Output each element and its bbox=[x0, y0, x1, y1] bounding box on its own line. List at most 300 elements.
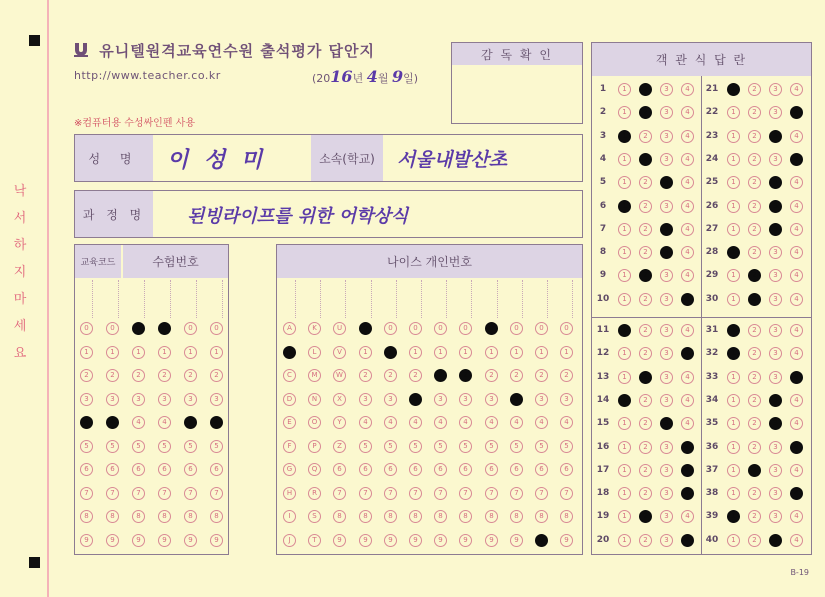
course-code-bubble[interactable]: 6 bbox=[106, 463, 119, 476]
exam-number-bubble[interactable]: 0 bbox=[132, 322, 145, 335]
answer-bubble[interactable]: 3 bbox=[660, 324, 673, 337]
answer-bubble[interactable]: 4 bbox=[790, 153, 803, 166]
nice-number-bubble[interactable]: 1 bbox=[359, 346, 372, 359]
answer-bubble[interactable]: 1 bbox=[727, 324, 740, 337]
course-code-bubble[interactable]: 8 bbox=[80, 510, 93, 523]
nice-number-bubble[interactable]: 8 bbox=[485, 510, 498, 523]
exam-number-bubble[interactable]: 0 bbox=[184, 322, 197, 335]
nice-number-bubble[interactable]: 6 bbox=[510, 463, 523, 476]
answer-bubble[interactable]: 1 bbox=[727, 83, 740, 96]
answer-bubble[interactable]: 1 bbox=[727, 371, 740, 384]
nice-number-bubble[interactable]: E bbox=[283, 416, 296, 429]
nice-number-bubble[interactable]: 7 bbox=[510, 487, 523, 500]
answer-bubble[interactable]: 1 bbox=[618, 394, 631, 407]
nice-number-bubble[interactable]: Q bbox=[308, 463, 321, 476]
answer-bubble[interactable]: 3 bbox=[660, 371, 673, 384]
answer-bubble[interactable]: 2 bbox=[748, 534, 761, 547]
nice-number-bubble[interactable]: S bbox=[308, 510, 321, 523]
answer-bubble[interactable]: 1 bbox=[618, 417, 631, 430]
course-code-bubble[interactable]: 4 bbox=[80, 416, 93, 429]
exam-number-bubble[interactable]: 5 bbox=[184, 440, 197, 453]
answer-bubble[interactable]: 1 bbox=[727, 464, 740, 477]
nice-number-bubble[interactable]: 5 bbox=[409, 440, 422, 453]
answer-bubble[interactable]: 4 bbox=[790, 269, 803, 282]
exam-number-bubble[interactable]: 1 bbox=[210, 346, 223, 359]
nice-number-bubble[interactable]: W bbox=[333, 369, 346, 382]
answer-bubble[interactable]: 2 bbox=[748, 176, 761, 189]
nice-number-bubble[interactable]: 2 bbox=[510, 369, 523, 382]
answer-bubble[interactable]: 4 bbox=[681, 223, 694, 236]
answer-bubble[interactable]: 4 bbox=[681, 106, 694, 119]
course-code-bubble[interactable]: 1 bbox=[106, 346, 119, 359]
nice-number-bubble[interactable]: 7 bbox=[459, 487, 472, 500]
course-code-bubble[interactable]: 3 bbox=[80, 393, 93, 406]
answer-bubble[interactable]: 4 bbox=[790, 130, 803, 143]
answer-bubble[interactable]: 3 bbox=[769, 130, 782, 143]
nice-number-bubble[interactable]: P bbox=[308, 440, 321, 453]
course-value[interactable]: 된빙라이프를 위한 어학상식 bbox=[187, 206, 409, 227]
answer-bubble[interactable]: 4 bbox=[790, 510, 803, 523]
answer-bubble[interactable]: 4 bbox=[790, 83, 803, 96]
nice-number-bubble[interactable]: 8 bbox=[459, 510, 472, 523]
exam-number-bubble[interactable]: 8 bbox=[210, 510, 223, 523]
answer-bubble[interactable]: 3 bbox=[660, 269, 673, 282]
nice-number-bubble[interactable]: 1 bbox=[384, 346, 397, 359]
answer-bubble[interactable]: 4 bbox=[790, 487, 803, 500]
exam-number-bubble[interactable]: 2 bbox=[184, 369, 197, 382]
answer-bubble[interactable]: 4 bbox=[681, 246, 694, 259]
nice-number-bubble[interactable]: 7 bbox=[384, 487, 397, 500]
exam-number-bubble[interactable]: 5 bbox=[158, 440, 171, 453]
nice-number-bubble[interactable]: B bbox=[283, 346, 296, 359]
answer-bubble[interactable]: 2 bbox=[639, 223, 652, 236]
answer-bubble[interactable]: 2 bbox=[639, 246, 652, 259]
nice-number-bubble[interactable]: 4 bbox=[485, 416, 498, 429]
answer-bubble[interactable]: 4 bbox=[790, 394, 803, 407]
nice-number-bubble[interactable]: 3 bbox=[560, 393, 573, 406]
nice-number-bubble[interactable]: 0 bbox=[359, 322, 372, 335]
answer-bubble[interactable]: 1 bbox=[618, 293, 631, 306]
nice-number-bubble[interactable]: J bbox=[283, 534, 296, 547]
nice-number-bubble[interactable]: C bbox=[283, 369, 296, 382]
nice-number-bubble[interactable]: 8 bbox=[384, 510, 397, 523]
answer-bubble[interactable]: 2 bbox=[748, 106, 761, 119]
answer-bubble[interactable]: 4 bbox=[681, 394, 694, 407]
nice-number-bubble[interactable]: 6 bbox=[485, 463, 498, 476]
nice-number-bubble[interactable]: 9 bbox=[485, 534, 498, 547]
answer-bubble[interactable]: 3 bbox=[660, 293, 673, 306]
nice-number-bubble[interactable]: 5 bbox=[359, 440, 372, 453]
answer-bubble[interactable]: 2 bbox=[639, 106, 652, 119]
answer-bubble[interactable]: 3 bbox=[660, 83, 673, 96]
answer-bubble[interactable]: 1 bbox=[618, 130, 631, 143]
course-code-bubble[interactable]: 4 bbox=[106, 416, 119, 429]
nice-number-bubble[interactable]: F bbox=[283, 440, 296, 453]
answer-bubble[interactable]: 1 bbox=[727, 200, 740, 213]
answer-bubble[interactable]: 3 bbox=[769, 324, 782, 337]
nice-number-bubble[interactable]: 1 bbox=[434, 346, 447, 359]
exam-number-bubble[interactable]: 4 bbox=[184, 416, 197, 429]
nice-number-bubble[interactable]: 0 bbox=[510, 322, 523, 335]
nice-number-bubble[interactable]: 4 bbox=[409, 416, 422, 429]
nice-number-bubble[interactable]: 8 bbox=[434, 510, 447, 523]
nice-number-bubble[interactable]: 5 bbox=[384, 440, 397, 453]
answer-bubble[interactable]: 2 bbox=[748, 130, 761, 143]
nice-number-bubble[interactable]: 7 bbox=[333, 487, 346, 500]
answer-bubble[interactable]: 1 bbox=[727, 246, 740, 259]
nice-number-bubble[interactable]: 5 bbox=[459, 440, 472, 453]
nice-number-bubble[interactable]: 0 bbox=[384, 322, 397, 335]
course-code-bubble[interactable]: 5 bbox=[106, 440, 119, 453]
answer-bubble[interactable]: 3 bbox=[660, 347, 673, 360]
answer-bubble[interactable]: 3 bbox=[660, 394, 673, 407]
nice-number-bubble[interactable]: 9 bbox=[535, 534, 548, 547]
course-code-bubble[interactable]: 3 bbox=[106, 393, 119, 406]
exam-number-bubble[interactable]: 6 bbox=[184, 463, 197, 476]
exam-number-bubble[interactable]: 9 bbox=[210, 534, 223, 547]
exam-number-bubble[interactable]: 8 bbox=[158, 510, 171, 523]
answer-bubble[interactable]: 3 bbox=[769, 487, 782, 500]
answer-bubble[interactable]: 1 bbox=[618, 83, 631, 96]
answer-bubble[interactable]: 4 bbox=[790, 441, 803, 454]
answer-bubble[interactable]: 1 bbox=[727, 394, 740, 407]
answer-bubble[interactable]: 2 bbox=[748, 293, 761, 306]
nice-number-bubble[interactable]: 0 bbox=[535, 322, 548, 335]
answer-bubble[interactable]: 1 bbox=[618, 510, 631, 523]
nice-number-bubble[interactable]: 0 bbox=[434, 322, 447, 335]
answer-bubble[interactable]: 2 bbox=[639, 269, 652, 282]
exam-number-bubble[interactable]: 2 bbox=[158, 369, 171, 382]
nice-number-bubble[interactable]: T bbox=[308, 534, 321, 547]
answer-bubble[interactable]: 4 bbox=[790, 246, 803, 259]
answer-bubble[interactable]: 2 bbox=[748, 487, 761, 500]
answer-bubble[interactable]: 2 bbox=[748, 153, 761, 166]
nice-number-bubble[interactable]: 6 bbox=[409, 463, 422, 476]
exam-number-bubble[interactable]: 7 bbox=[210, 487, 223, 500]
nice-number-bubble[interactable]: M bbox=[308, 369, 321, 382]
course-code-bubble[interactable]: 7 bbox=[106, 487, 119, 500]
answer-bubble[interactable]: 4 bbox=[681, 324, 694, 337]
nice-number-bubble[interactable]: 3 bbox=[485, 393, 498, 406]
exam-number-bubble[interactable]: 4 bbox=[132, 416, 145, 429]
course-code-bubble[interactable]: 5 bbox=[80, 440, 93, 453]
nice-number-bubble[interactable]: 8 bbox=[535, 510, 548, 523]
nice-number-bubble[interactable]: 5 bbox=[510, 440, 523, 453]
answer-bubble[interactable]: 3 bbox=[769, 246, 782, 259]
answer-bubble[interactable]: 3 bbox=[769, 347, 782, 360]
answer-bubble[interactable]: 3 bbox=[769, 176, 782, 189]
exam-number-bubble[interactable]: 2 bbox=[210, 369, 223, 382]
answer-bubble[interactable]: 1 bbox=[618, 324, 631, 337]
nice-number-bubble[interactable]: 5 bbox=[485, 440, 498, 453]
nice-number-bubble[interactable]: 9 bbox=[459, 534, 472, 547]
nice-number-bubble[interactable]: 6 bbox=[560, 463, 573, 476]
nice-number-bubble[interactable]: 7 bbox=[434, 487, 447, 500]
answer-bubble[interactable]: 2 bbox=[748, 200, 761, 213]
nice-number-bubble[interactable]: 4 bbox=[434, 416, 447, 429]
answer-bubble[interactable]: 1 bbox=[727, 176, 740, 189]
answer-bubble[interactable]: 3 bbox=[769, 510, 782, 523]
answer-bubble[interactable]: 1 bbox=[727, 269, 740, 282]
answer-bubble[interactable]: 4 bbox=[790, 371, 803, 384]
nice-number-bubble[interactable]: 6 bbox=[535, 463, 548, 476]
answer-bubble[interactable]: 1 bbox=[618, 200, 631, 213]
answer-bubble[interactable]: 1 bbox=[618, 487, 631, 500]
nice-number-bubble[interactable]: 4 bbox=[384, 416, 397, 429]
nice-number-bubble[interactable]: V bbox=[333, 346, 346, 359]
answer-bubble[interactable]: 3 bbox=[769, 293, 782, 306]
exam-number-bubble[interactable]: 1 bbox=[158, 346, 171, 359]
answer-bubble[interactable]: 4 bbox=[790, 324, 803, 337]
nice-number-bubble[interactable]: 4 bbox=[560, 416, 573, 429]
answer-bubble[interactable]: 2 bbox=[639, 394, 652, 407]
nice-number-bubble[interactable]: Z bbox=[333, 440, 346, 453]
answer-bubble[interactable]: 1 bbox=[727, 417, 740, 430]
nice-number-bubble[interactable]: 6 bbox=[459, 463, 472, 476]
exam-number-bubble[interactable]: 6 bbox=[210, 463, 223, 476]
answer-bubble[interactable]: 1 bbox=[618, 153, 631, 166]
answer-bubble[interactable]: 2 bbox=[748, 246, 761, 259]
answer-bubble[interactable]: 2 bbox=[639, 153, 652, 166]
exam-number-bubble[interactable]: 0 bbox=[158, 322, 171, 335]
answer-bubble[interactable]: 3 bbox=[769, 534, 782, 547]
nice-number-bubble[interactable]: 1 bbox=[560, 346, 573, 359]
nice-number-bubble[interactable]: 3 bbox=[359, 393, 372, 406]
answer-bubble[interactable]: 2 bbox=[748, 417, 761, 430]
answer-bubble[interactable]: 4 bbox=[681, 293, 694, 306]
answer-bubble[interactable]: 2 bbox=[748, 371, 761, 384]
exam-number-bubble[interactable]: 3 bbox=[158, 393, 171, 406]
nice-number-bubble[interactable]: 0 bbox=[485, 322, 498, 335]
nice-number-bubble[interactable]: 0 bbox=[560, 322, 573, 335]
answer-bubble[interactable]: 4 bbox=[681, 371, 694, 384]
answer-bubble[interactable]: 3 bbox=[769, 441, 782, 454]
course-code-bubble[interactable]: 2 bbox=[80, 369, 93, 382]
answer-bubble[interactable]: 2 bbox=[748, 347, 761, 360]
answer-bubble[interactable]: 3 bbox=[660, 223, 673, 236]
answer-bubble[interactable]: 2 bbox=[639, 83, 652, 96]
nice-number-bubble[interactable]: 3 bbox=[434, 393, 447, 406]
nice-number-bubble[interactable]: 6 bbox=[384, 463, 397, 476]
exam-number-bubble[interactable]: 8 bbox=[184, 510, 197, 523]
answer-bubble[interactable]: 2 bbox=[639, 130, 652, 143]
course-code-bubble[interactable]: 2 bbox=[106, 369, 119, 382]
answer-bubble[interactable]: 3 bbox=[660, 487, 673, 500]
answer-bubble[interactable]: 4 bbox=[790, 176, 803, 189]
answer-bubble[interactable]: 1 bbox=[727, 130, 740, 143]
nice-number-bubble[interactable]: 2 bbox=[459, 369, 472, 382]
school-value[interactable]: 서울내발산초 bbox=[397, 149, 508, 171]
answer-bubble[interactable]: 2 bbox=[639, 293, 652, 306]
answer-bubble[interactable]: 4 bbox=[681, 130, 694, 143]
answer-bubble[interactable]: 1 bbox=[727, 487, 740, 500]
nice-number-bubble[interactable]: 3 bbox=[535, 393, 548, 406]
nice-number-bubble[interactable]: X bbox=[333, 393, 346, 406]
nice-number-bubble[interactable]: 4 bbox=[459, 416, 472, 429]
exam-number-bubble[interactable]: 7 bbox=[132, 487, 145, 500]
nice-number-bubble[interactable]: 7 bbox=[409, 487, 422, 500]
exam-number-bubble[interactable]: 5 bbox=[132, 440, 145, 453]
nice-number-bubble[interactable]: I bbox=[283, 510, 296, 523]
answer-bubble[interactable]: 4 bbox=[681, 269, 694, 282]
answer-bubble[interactable]: 4 bbox=[681, 534, 694, 547]
answer-bubble[interactable]: 1 bbox=[727, 510, 740, 523]
answer-bubble[interactable]: 4 bbox=[681, 83, 694, 96]
answer-bubble[interactable]: 4 bbox=[790, 293, 803, 306]
answer-bubble[interactable]: 3 bbox=[769, 223, 782, 236]
exam-number-bubble[interactable]: 3 bbox=[210, 393, 223, 406]
nice-number-bubble[interactable]: 9 bbox=[409, 534, 422, 547]
nice-number-bubble[interactable]: 2 bbox=[359, 369, 372, 382]
answer-bubble[interactable]: 2 bbox=[748, 464, 761, 477]
answer-bubble[interactable]: 4 bbox=[681, 510, 694, 523]
exam-number-bubble[interactable]: 4 bbox=[158, 416, 171, 429]
answer-bubble[interactable]: 2 bbox=[748, 394, 761, 407]
nice-number-bubble[interactable]: 4 bbox=[535, 416, 548, 429]
answer-bubble[interactable]: 4 bbox=[681, 441, 694, 454]
answer-bubble[interactable]: 2 bbox=[748, 324, 761, 337]
nice-number-bubble[interactable]: 3 bbox=[384, 393, 397, 406]
answer-bubble[interactable]: 1 bbox=[618, 176, 631, 189]
nice-number-bubble[interactable]: 6 bbox=[333, 463, 346, 476]
answer-bubble[interactable]: 3 bbox=[769, 269, 782, 282]
nice-number-bubble[interactable]: H bbox=[283, 487, 296, 500]
nice-number-bubble[interactable]: 9 bbox=[333, 534, 346, 547]
exam-number-bubble[interactable]: 4 bbox=[210, 416, 223, 429]
nice-number-bubble[interactable]: 4 bbox=[510, 416, 523, 429]
answer-bubble[interactable]: 3 bbox=[660, 464, 673, 477]
nice-number-bubble[interactable]: D bbox=[283, 393, 296, 406]
answer-bubble[interactable]: 4 bbox=[790, 106, 803, 119]
answer-bubble[interactable]: 2 bbox=[639, 200, 652, 213]
nice-number-bubble[interactable]: 9 bbox=[359, 534, 372, 547]
exam-number-bubble[interactable]: 1 bbox=[184, 346, 197, 359]
answer-bubble[interactable]: 2 bbox=[748, 510, 761, 523]
nice-number-bubble[interactable]: 2 bbox=[434, 369, 447, 382]
answer-bubble[interactable]: 1 bbox=[618, 246, 631, 259]
answer-bubble[interactable]: 4 bbox=[790, 200, 803, 213]
answer-bubble[interactable]: 3 bbox=[660, 153, 673, 166]
course-code-bubble[interactable]: 1 bbox=[80, 346, 93, 359]
answer-bubble[interactable]: 4 bbox=[681, 176, 694, 189]
answer-bubble[interactable]: 2 bbox=[639, 510, 652, 523]
answer-bubble[interactable]: 1 bbox=[727, 153, 740, 166]
answer-bubble[interactable]: 4 bbox=[681, 153, 694, 166]
answer-bubble[interactable]: 3 bbox=[660, 417, 673, 430]
name-value[interactable]: 이 성 미 bbox=[167, 147, 267, 173]
nice-number-bubble[interactable]: 2 bbox=[560, 369, 573, 382]
nice-number-bubble[interactable]: 8 bbox=[409, 510, 422, 523]
answer-bubble[interactable]: 2 bbox=[748, 223, 761, 236]
nice-number-bubble[interactable]: U bbox=[333, 322, 346, 335]
answer-bubble[interactable]: 2 bbox=[748, 441, 761, 454]
answer-bubble[interactable]: 1 bbox=[618, 371, 631, 384]
exam-number-bubble[interactable]: 8 bbox=[132, 510, 145, 523]
exam-number-bubble[interactable]: 7 bbox=[184, 487, 197, 500]
exam-number-bubble[interactable]: 6 bbox=[158, 463, 171, 476]
nice-number-bubble[interactable]: L bbox=[308, 346, 321, 359]
nice-number-bubble[interactable]: 9 bbox=[510, 534, 523, 547]
exam-number-bubble[interactable]: 6 bbox=[132, 463, 145, 476]
course-code-bubble[interactable]: 9 bbox=[80, 534, 93, 547]
answer-bubble[interactable]: 3 bbox=[769, 417, 782, 430]
answer-bubble[interactable]: 2 bbox=[748, 269, 761, 282]
course-code-bubble[interactable]: 0 bbox=[80, 322, 93, 335]
nice-number-bubble[interactable]: 8 bbox=[510, 510, 523, 523]
nice-number-bubble[interactable]: Y bbox=[333, 416, 346, 429]
nice-number-bubble[interactable]: 7 bbox=[535, 487, 548, 500]
nice-number-bubble[interactable]: 0 bbox=[409, 322, 422, 335]
exam-number-bubble[interactable]: 9 bbox=[184, 534, 197, 547]
answer-bubble[interactable]: 4 bbox=[790, 534, 803, 547]
answer-bubble[interactable]: 1 bbox=[618, 347, 631, 360]
answer-bubble[interactable]: 2 bbox=[639, 176, 652, 189]
answer-bubble[interactable]: 3 bbox=[769, 464, 782, 477]
nice-number-bubble[interactable]: 1 bbox=[510, 346, 523, 359]
course-code-bubble[interactable]: 9 bbox=[106, 534, 119, 547]
answer-bubble[interactable]: 2 bbox=[639, 417, 652, 430]
answer-bubble[interactable]: 4 bbox=[790, 223, 803, 236]
course-code-bubble[interactable]: 7 bbox=[80, 487, 93, 500]
nice-number-bubble[interactable]: 3 bbox=[409, 393, 422, 406]
answer-bubble[interactable]: 2 bbox=[639, 324, 652, 337]
answer-bubble[interactable]: 2 bbox=[639, 371, 652, 384]
answer-bubble[interactable]: 4 bbox=[681, 200, 694, 213]
nice-number-bubble[interactable]: O bbox=[308, 416, 321, 429]
answer-bubble[interactable]: 1 bbox=[727, 441, 740, 454]
answer-bubble[interactable]: 3 bbox=[660, 176, 673, 189]
answer-bubble[interactable]: 3 bbox=[660, 246, 673, 259]
exam-number-bubble[interactable]: 9 bbox=[132, 534, 145, 547]
nice-number-bubble[interactable]: 6 bbox=[434, 463, 447, 476]
nice-number-bubble[interactable]: 1 bbox=[535, 346, 548, 359]
nice-number-bubble[interactable]: 5 bbox=[560, 440, 573, 453]
answer-bubble[interactable]: 3 bbox=[660, 106, 673, 119]
answer-bubble[interactable]: 4 bbox=[681, 464, 694, 477]
answer-bubble[interactable]: 1 bbox=[618, 223, 631, 236]
answer-bubble[interactable]: 2 bbox=[639, 487, 652, 500]
answer-bubble[interactable]: 1 bbox=[618, 534, 631, 547]
answer-bubble[interactable]: 1 bbox=[727, 223, 740, 236]
answer-bubble[interactable]: 3 bbox=[660, 510, 673, 523]
answer-bubble[interactable]: 3 bbox=[660, 441, 673, 454]
answer-bubble[interactable]: 1 bbox=[727, 293, 740, 306]
nice-number-bubble[interactable]: 7 bbox=[560, 487, 573, 500]
nice-number-bubble[interactable]: 6 bbox=[359, 463, 372, 476]
nice-number-bubble[interactable]: G bbox=[283, 463, 296, 476]
answer-bubble[interactable]: 1 bbox=[727, 347, 740, 360]
nice-number-bubble[interactable]: 4 bbox=[359, 416, 372, 429]
answer-bubble[interactable]: 2 bbox=[748, 83, 761, 96]
nice-number-bubble[interactable]: K bbox=[308, 322, 321, 335]
answer-bubble[interactable]: 1 bbox=[727, 106, 740, 119]
nice-number-bubble[interactable]: 2 bbox=[409, 369, 422, 382]
answer-bubble[interactable]: 2 bbox=[639, 441, 652, 454]
nice-number-bubble[interactable]: 8 bbox=[560, 510, 573, 523]
exam-number-bubble[interactable]: 0 bbox=[210, 322, 223, 335]
answer-bubble[interactable]: 3 bbox=[769, 106, 782, 119]
answer-bubble[interactable]: 3 bbox=[660, 200, 673, 213]
exam-number-bubble[interactable]: 7 bbox=[158, 487, 171, 500]
nice-number-bubble[interactable]: 3 bbox=[510, 393, 523, 406]
nice-number-bubble[interactable]: N bbox=[308, 393, 321, 406]
answer-bubble[interactable]: 1 bbox=[618, 269, 631, 282]
answer-bubble[interactable]: 3 bbox=[769, 153, 782, 166]
nice-number-bubble[interactable]: 2 bbox=[535, 369, 548, 382]
answer-bubble[interactable]: 4 bbox=[790, 417, 803, 430]
nice-number-bubble[interactable]: 9 bbox=[434, 534, 447, 547]
exam-number-bubble[interactable]: 3 bbox=[132, 393, 145, 406]
